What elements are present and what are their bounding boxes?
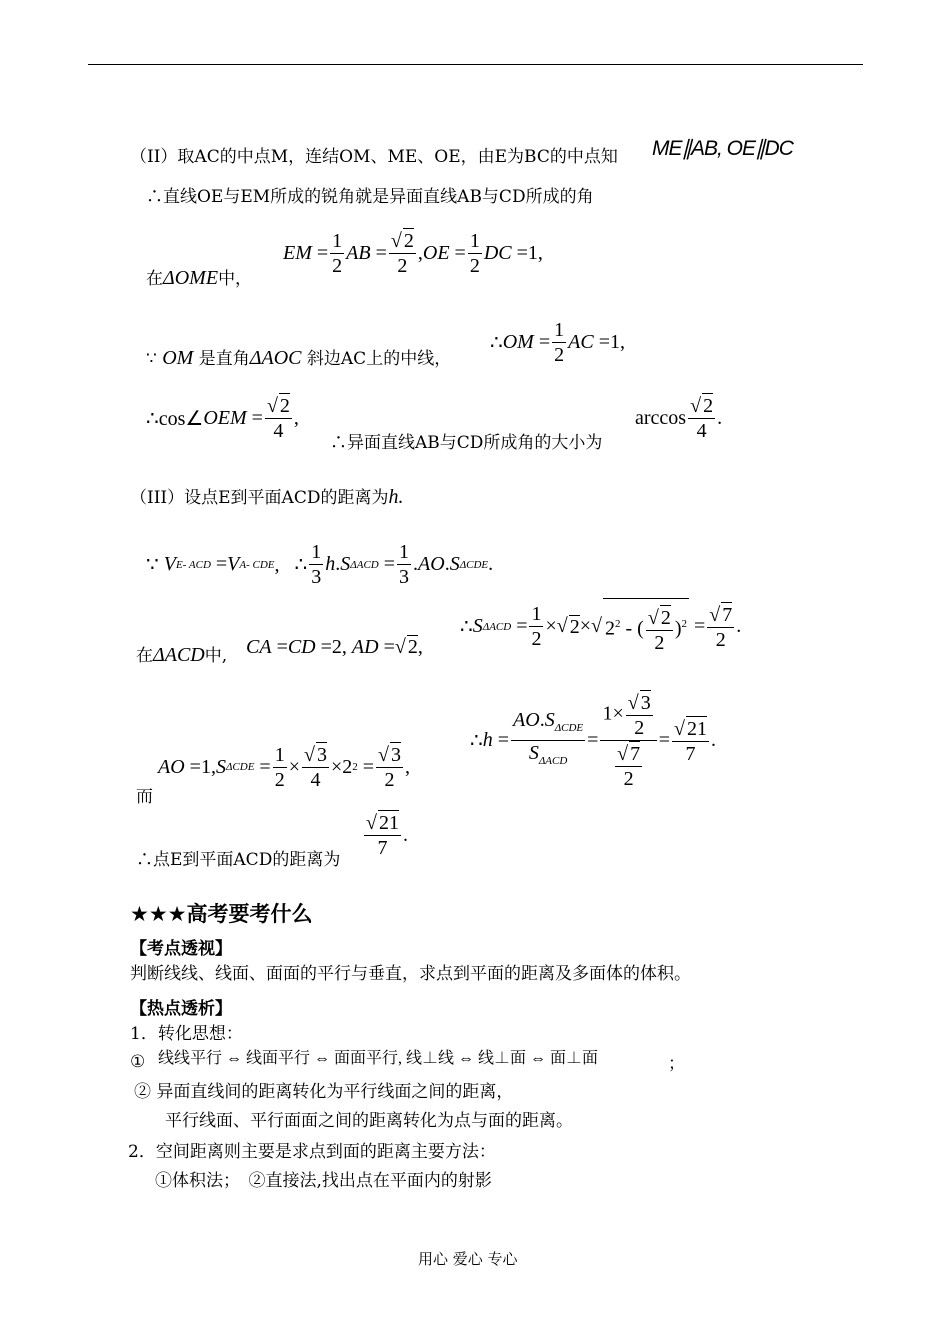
part2-line2: ∴直线OE与EM所成的锐角就是异面直线AB与CD所成的角 bbox=[146, 187, 594, 207]
part3-line5: ∴点E到平面ACD的距离为 bbox=[136, 850, 341, 870]
item1a-number: ① bbox=[130, 1052, 146, 1072]
formula-s-acd: ∴ S ΔACD = $\frac{1}{2}$ ×√ 2 ×√ $2^2$ - ( $\frac{√ 2}{2}$ )$^2$ = $\frac{√ 7}{2}$ . bbox=[460, 598, 741, 655]
kaodian-text: 判断线线、线面、面面的平行与垂直，求点到平面的距离及多面体的体积。 bbox=[130, 964, 691, 984]
formula-ao: AO =1, S ΔCDE = $\frac{1}{2}$ × $\frac{√ 3}{4}$ ×2 2 = $\frac{√ 3}{2}$ , bbox=[158, 743, 411, 791]
formula-volume: ∵ V E- ACD = V A- CDE , ∴ $\frac{1}{3}$ h . S ΔACD = $\frac{1}{3}$ . AO . S ΔCDE . bbox=[146, 541, 494, 588]
part3-line3-label: 在ΔACD中, bbox=[136, 644, 228, 666]
item2: 2．空间距离则主要是求点到面的距离主要方法： bbox=[128, 1142, 496, 1162]
part2-line1: （II）取AC的中点M，连结OM、ME、OE，由E为BC的中点知 bbox=[130, 147, 618, 167]
item1a: 线线平行 ⇔ 线面平行 ⇔ 面面平行, 线⊥线 ⇔ 线⊥面 ⇔ 面⊥面 bbox=[158, 1050, 599, 1067]
formula-om: ∴ OM = $\frac{1}{2}$ AC =1, bbox=[490, 319, 625, 366]
section-title: ★★★高考要考什么 bbox=[130, 902, 313, 926]
header-rule bbox=[88, 64, 863, 65]
kaodian-label: 【考点透视】 bbox=[130, 939, 232, 959]
item1b: ② 异面直线间的距离转化为平行线面之间的距离， bbox=[134, 1082, 514, 1102]
item2a: ①体积法； ②直接法,找出点在平面内的射影 bbox=[155, 1171, 492, 1191]
formula-ca-cd: CA = CD =2, AD =√ 2 , bbox=[246, 635, 423, 658]
page-footer: 用心 爱心 专心 bbox=[418, 1250, 518, 1268]
formula-answer: $\frac{√ 21}{7}$ . bbox=[366, 812, 408, 859]
part2-line4: ∵ OM 是直角ΔAOC 斜边AC上的中线， bbox=[146, 347, 452, 369]
item1a-end: ； bbox=[668, 1054, 685, 1074]
item1: 1．转化思想： bbox=[130, 1024, 243, 1044]
part2-line5: ∴异面直线AB与CD所成角的大小为 bbox=[330, 433, 603, 453]
part2-line1-math: ME∥AB, OE∥DC bbox=[652, 137, 793, 160]
formula-em-oe: EM = $\frac{1}{2}$ AB = $\frac{√ 2}{2}$ , OE = $\frac{1}{2}$ DC =1, bbox=[283, 229, 543, 277]
item1c: 平行线面、平行面面之间的距离转化为点与面的距离。 bbox=[165, 1111, 573, 1131]
formula-cos: ∴cos∠ OEM = $\frac{√ 2}{4}$ , bbox=[146, 395, 299, 442]
formula-h: ∴ h = $\frac{AO.S_{\Delta CDE}}{S_{\Delta ACD}}$ = 1× $\frac{√ 3}{2}$ $\frac{√ 7}{2}$ = $\frac{√ 21}{7}$ . bbox=[470, 692, 716, 790]
redian-label: 【热点透析】 bbox=[130, 999, 232, 1019]
part3-line1: （III）设点E到平面ACD的距离为h. bbox=[130, 486, 404, 508]
formula-arccos: arccos $\frac{√ 2}{4}$ . bbox=[635, 395, 723, 442]
part2-line3-label: 在ΔOME中， bbox=[146, 267, 253, 289]
part3-line4-label: 而 bbox=[136, 787, 153, 807]
